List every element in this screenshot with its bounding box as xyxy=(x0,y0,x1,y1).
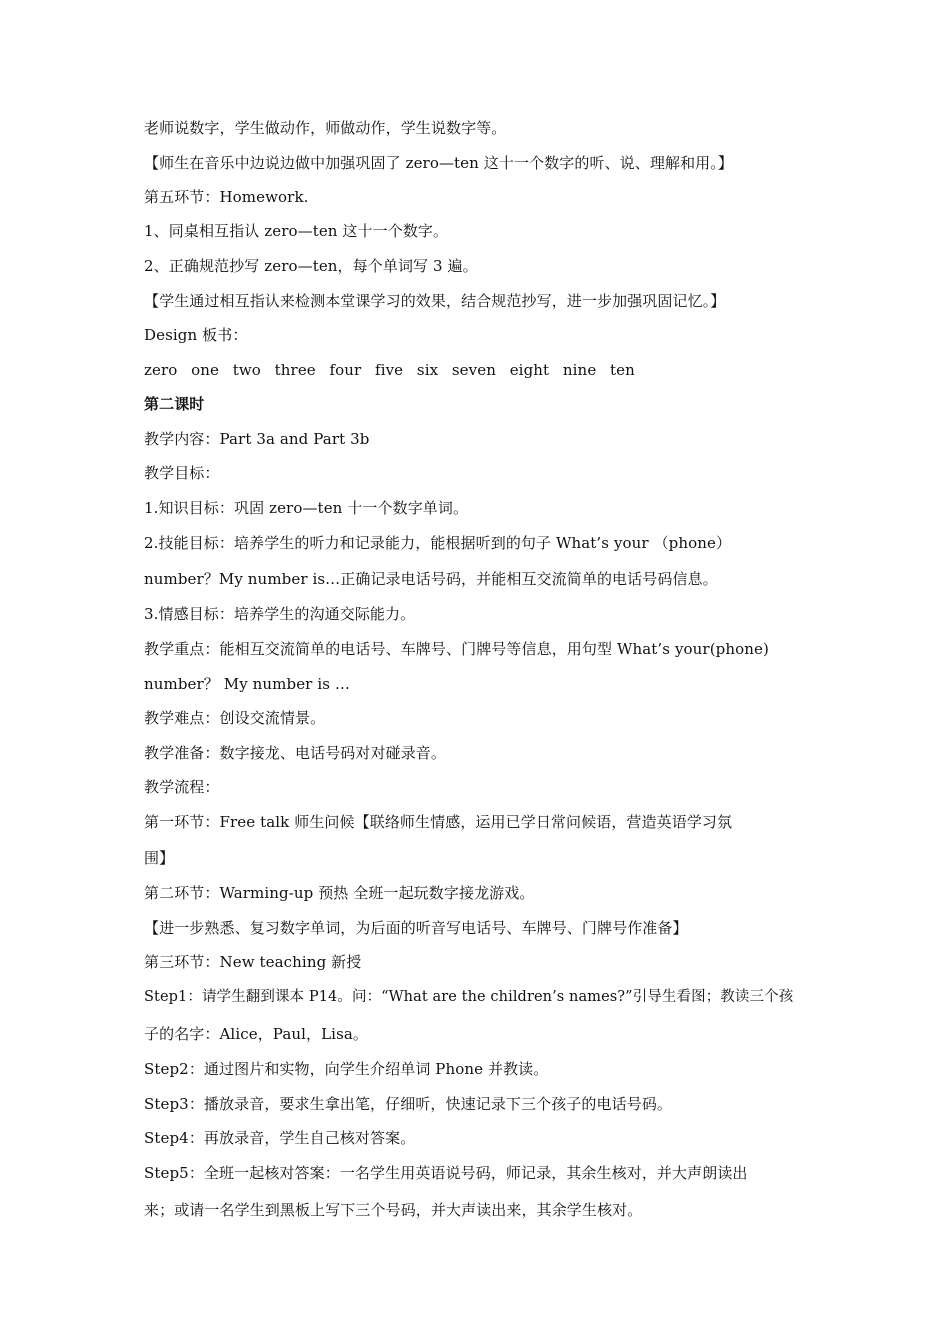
text-line: 老师说数字，学生做动作，师做动作，学生说数字等。 xyxy=(144,119,507,137)
text-line: Step2：通过图片和实物，向学生介绍单词 Phone 并教读。 xyxy=(144,1060,549,1078)
text-line: Step5：全班一起核对答案：一名学生用英语说号码，师记录，其余生核对，并大声朗读出 xyxy=(144,1164,748,1182)
text-line: 1、同桌相互指认 zero—ten 这十一个数字。 xyxy=(144,222,449,240)
text-line: 第二环节：Warming-up 预热 全班一起玩数字接龙游戏。 xyxy=(144,884,535,902)
text-line: 教学流程： xyxy=(144,778,220,796)
text-line: Step4：再放录音，学生自己核对答案。 xyxy=(144,1129,416,1147)
text-line: number？My number is…正确记录电话号码，并能相互交流简单的电话号码信息。 xyxy=(144,570,718,588)
text-line: 教学内容：Part 3a and Part 3b xyxy=(144,430,370,448)
text-line: 3.情感目标：培养学生的沟通交际能力。 xyxy=(144,605,416,623)
text-line: 教学难点：创设交流情景。 xyxy=(144,709,326,727)
board-words-line: zero one two three four five six seven eight nine ten xyxy=(144,361,635,379)
text-line: 【学生通过相互指认来检测本堂课学习的效果，结合规范抄写，进一步加强巩固记忆。】 xyxy=(144,292,726,310)
text-line: 【师生在音乐中边说边做中加强巩固了 zero—ten 这十一个数字的听、说、理解和用。】 xyxy=(144,154,733,172)
text-line: 教学准备：数字接龙、电话号码对对碰录音。 xyxy=(144,744,447,762)
text-line: 第三环节：New teaching 新授 xyxy=(144,953,362,971)
text-line: Step1：请学生翻到课本 P14。问：“What are the children’s names?”引导生看图；教读三个孩 xyxy=(144,989,794,1005)
text-line: 1.知识目标：巩固 zero—ten 十一个数字单词。 xyxy=(144,499,469,517)
lesson-title: 第二课时 xyxy=(144,395,205,413)
text-line: 第一环节：Free talk 师生问候【联络师生情感，运用已学日常问候语，营造英语学习氛 xyxy=(144,813,733,831)
text-line: 教学重点：能相互交流简单的电话号、车牌号、门牌号等信息，用句型 What’s your(phone) xyxy=(144,640,769,658)
text-line: 围】 xyxy=(144,849,175,867)
text-line: 2、正确规范抄写 zero—ten，每个单词写 3 遍。 xyxy=(144,257,478,275)
section-heading: 第五环节：Homework. xyxy=(144,188,309,206)
text-line: 子的名字：Alice，Paul，Lisa。 xyxy=(144,1025,369,1043)
text-line: Step3：播放录音，要求生拿出笔，仔细听，快速记录下三个孩子的电话号码。 xyxy=(144,1095,673,1113)
text-line: 来；或请一名学生到黑板上写下三个号码，并大声读出来，其余学生核对。 xyxy=(144,1201,643,1219)
text-line: Design 板书： xyxy=(144,326,248,344)
text-line: number？ My number is … xyxy=(144,675,350,693)
text-line: 2.技能目标：培养学生的听力和记录能力，能根据听到的句子 What’s your （phone） xyxy=(144,534,732,552)
text-line: 教学目标： xyxy=(144,464,220,482)
text-line: 【进一步熟悉、复习数字单词，为后面的听音写电话号、车牌号、门牌号作准备】 xyxy=(144,919,688,937)
